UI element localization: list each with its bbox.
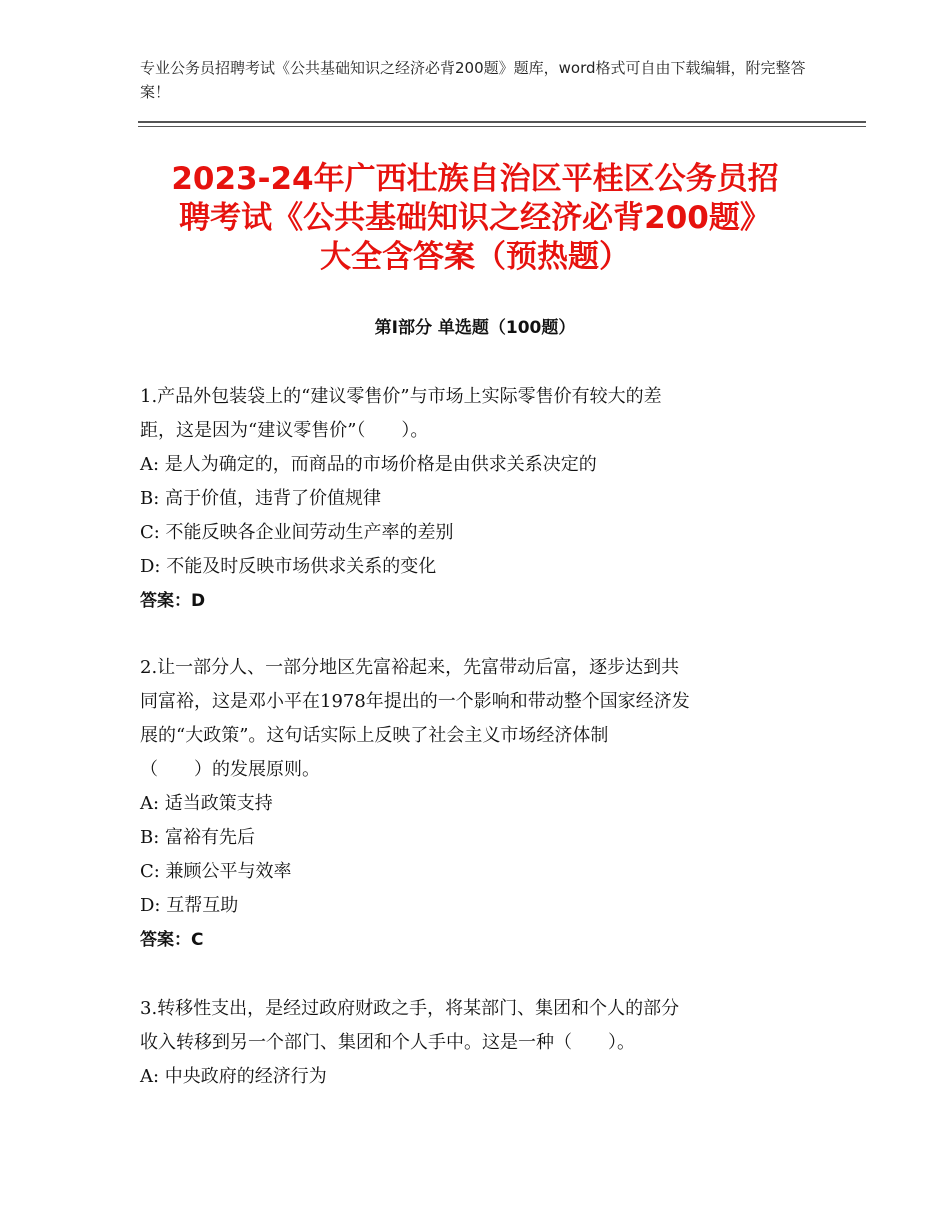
option-a: A: 是人为确定的，而商品的市场价格是由供求关系决定的 xyxy=(140,454,597,475)
question-1 xyxy=(140,380,800,618)
question-stem-line: 1.产品外包装袋上的“建议零售价”与市场上实际零售价有较大的差 xyxy=(140,386,662,407)
title-line-2: 聘考试《公共基础知识之经济必背200题》 xyxy=(179,200,771,236)
header-note: 专业公务员招聘考试《公共基础知识之经济必背200题》题库，word格式可自由下载编辑，附完整答案！ xyxy=(140,59,806,101)
option-c: C: 不能反映各企业间劳动生产率的差别 xyxy=(140,522,454,543)
question-stem-line: 展的“大政策”。这句话实际上反映了社会主义市场经济体制 xyxy=(140,725,609,746)
option-b: B: 富裕有先后 xyxy=(140,827,256,848)
question-stem-line: 3.转移性支出，是经过政府财政之手，将某部门、集团和个人的部分 xyxy=(140,998,680,1019)
option-d: D: 不能及时反映市场供求关系的变化 xyxy=(140,556,437,577)
document-title xyxy=(120,160,830,277)
option-b: B: 高于价值，违背了价值规律 xyxy=(140,488,382,509)
question-stem-line: 2.让一部分人、一部分地区先富裕起来，先富带动后富，逐步达到共 xyxy=(140,657,680,678)
title-line-1: 2023-24年广西壮族自治区平桂区公务员招 xyxy=(171,161,779,197)
question-3 xyxy=(140,992,800,1094)
header-divider-thick xyxy=(138,121,866,123)
option-a: A: 中央政府的经济行为 xyxy=(140,1066,327,1087)
question-stem-line: 同富裕，这是邓小平在1978年提出的一个影响和带动整个国家经济发 xyxy=(140,691,690,712)
question-stem-line: 距，这是因为“建议零售价”（ ）。 xyxy=(140,420,429,441)
section-title: 第Ⅰ部分 单选题（100题） xyxy=(374,318,576,338)
option-a: A: 适当政策支持 xyxy=(140,793,273,814)
option-c: C: 兼顾公平与效率 xyxy=(140,861,292,882)
header-divider-thin xyxy=(138,126,866,127)
option-d: D: 互帮互助 xyxy=(140,895,239,916)
question-2 xyxy=(140,651,800,957)
question-stem-line: （ ）的发展原则。 xyxy=(140,759,320,780)
title-line-3: 大全含答案（预热题） xyxy=(320,239,630,275)
answer: 答案：D xyxy=(140,591,206,611)
answer: 答案：C xyxy=(140,930,204,950)
question-stem-line: 收入转移到另一个部门、集团和个人手中。这是一种（ ）。 xyxy=(140,1032,635,1053)
